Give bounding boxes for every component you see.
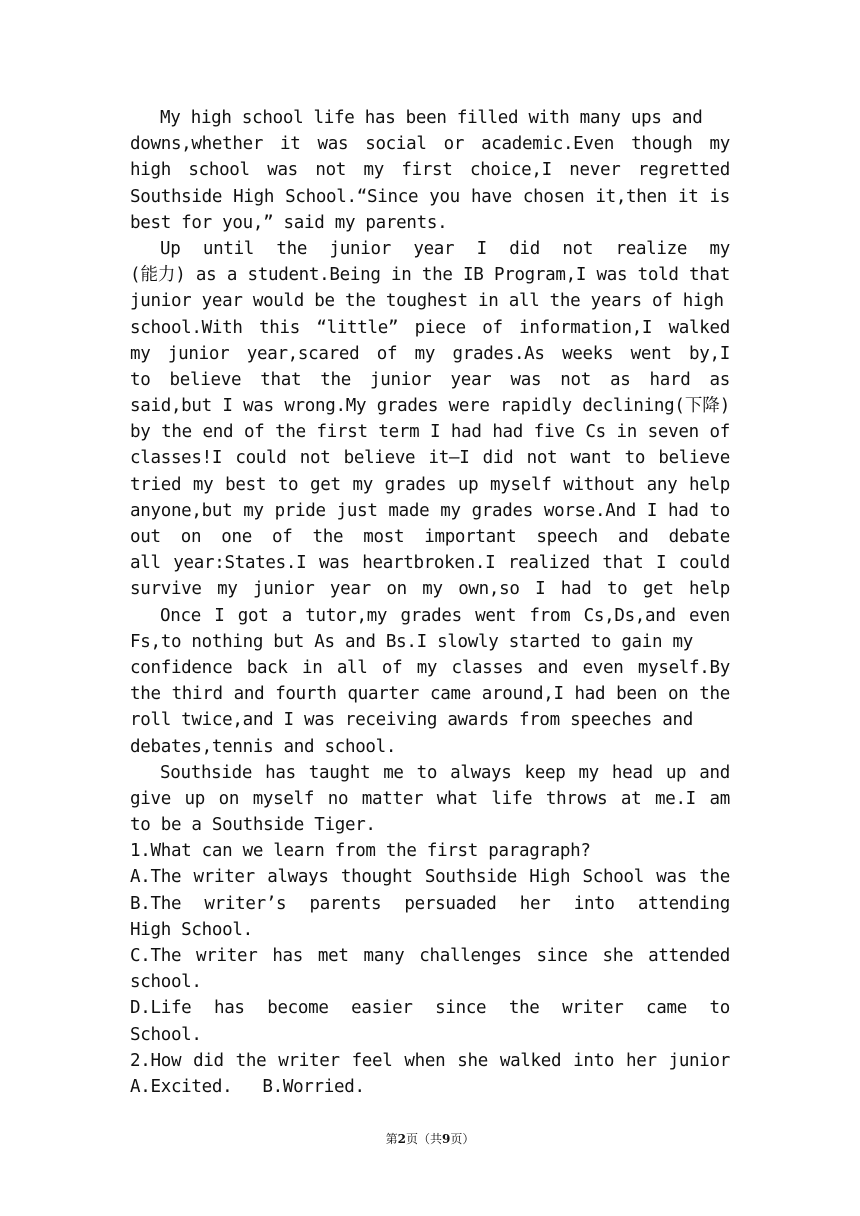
text-line: School. — [130, 1024, 202, 1045]
page-footer — [0, 1130, 860, 1147]
text-line: out on one of the most important speech and debate — [130, 527, 730, 547]
footer-prefix: 第 — [385, 1132, 398, 1146]
text-line: give up on myself no matter what life throws at me.I am — [130, 788, 730, 809]
text-line: Southside High School.“Since you have chosen it,then it is — [130, 186, 730, 207]
text-line: Fs,to nothing but As and Bs.I slowly started to gain my — [130, 631, 693, 652]
text-line: (能力) as a student.Being in the IB Program,I was told that — [130, 265, 730, 286]
text-line: C.The writer has met many challenges since she attended — [130, 946, 730, 966]
text-line: downs,whether it was social or academic.Even though my — [130, 134, 730, 155]
text-line: said,but I was wrong.My grades were rapidly declining(下降) — [130, 396, 730, 417]
passage-body — [130, 105, 730, 1100]
text-line: Southside has taught me to always keep my head up and — [160, 762, 730, 783]
text-line: my junior year,scared of my grades.As weeks went by,I — [130, 343, 730, 364]
text-line: 2.How did the writer feel when she walked into her junior — [130, 1050, 730, 1071]
text-line: 1.What can we learn from the first paragraph? — [130, 841, 591, 862]
text-line: B.The writer’s parents persuaded her into attending — [130, 893, 730, 914]
option-b: B.Worried. — [262, 1076, 365, 1097]
option-a: A.Excited. — [130, 1076, 233, 1097]
text-line: best for you,” said my parents. — [130, 212, 448, 233]
text-line: Up until the junior year I did not realize my — [160, 238, 730, 259]
text-line: by the end of the first term I had had five Cs in seven of — [130, 422, 730, 443]
text-line: all year:States.I was heartbroken.I realized that I could — [130, 553, 730, 574]
text-line: to be a Southside Tiger. — [130, 815, 376, 836]
footer-total-pages: 9 — [442, 1132, 451, 1146]
footer-middle: 页（共 — [405, 1132, 442, 1146]
text-line: school. — [130, 972, 202, 993]
text-line: survive my junior year on my own,so I had to get help — [130, 579, 730, 600]
passage-lines — [130, 105, 730, 1074]
text-line: anyone,but my pride just made my grades worse.And I had to — [130, 500, 730, 521]
text-line: the third and fourth quarter came around,I had been on the — [130, 684, 730, 705]
footer-suffix: 页） — [450, 1132, 475, 1146]
footer-page-number: 2 — [397, 1132, 406, 1146]
text-line: High School. — [130, 919, 253, 940]
text-line: junior year would be the toughest in all the years of high — [130, 291, 724, 312]
text-line: debates,tennis and school. — [130, 736, 397, 757]
text-line: confidence back in all of my classes and even myself.By — [130, 657, 730, 678]
text-line: D.Life has become easier since the writer came to — [130, 998, 730, 1019]
text-line: school.With this “little” piece of information,I walked — [130, 317, 730, 338]
text-line: classes!I could not believe it—I did not want to believe — [130, 448, 730, 469]
text-line: roll twice,and I was receiving awards from speeches and — [130, 710, 693, 731]
text-line: high school was not my first choice,I never regretted — [130, 160, 730, 181]
text-line: Once I got a tutor,my grades went from Cs,Ds,and even — [160, 605, 730, 626]
text-line: tried my best to get my grades up myself without any help — [130, 474, 730, 495]
last-options-line — [130, 1074, 730, 1100]
text-line: A.The writer always thought Southside High School was the — [130, 867, 730, 888]
text-line: to believe that the junior year was not as hard as — [130, 369, 730, 390]
text-line: My high school life has been filled with many ups and — [160, 108, 703, 128]
